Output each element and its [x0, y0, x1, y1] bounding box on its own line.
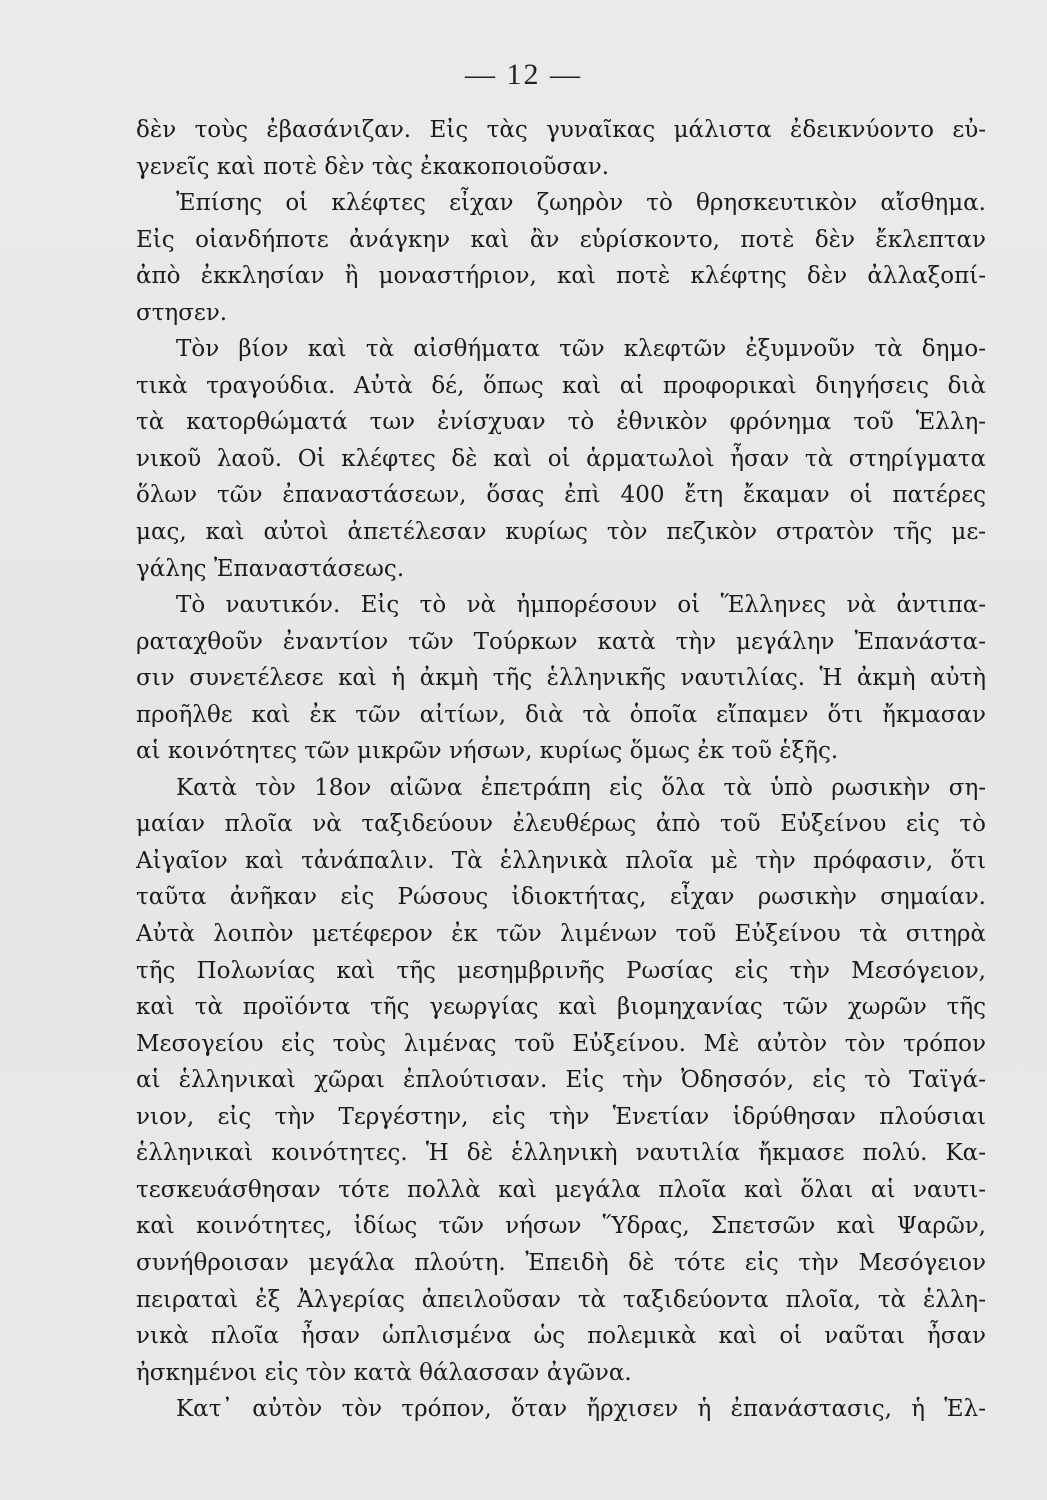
text-line: Τὸ ναυτικόν. Εἰς τὸ νὰ ἠμπορέσουν οἱ Ἕλληνες νὰ ἀντιπα-: [176, 592, 986, 619]
text-line: αἱ ἑλληνικαὶ χῶραι ἐπλούτισαν. Εἰς τὴν Ὀδησσόν, εἰς τὸ Ταϊγά-: [136, 1067, 986, 1094]
text-line: ὅλων τῶν ἐπαναστάσεων, ὅσας ἐπὶ 400 ἔτη ἔκαμαν οἱ πατέρες: [136, 482, 986, 509]
text-line: στησεν.: [136, 299, 228, 326]
text-line: νιον, εἰς τὴν Τεργέστην, εἰς τὴν Ἑνετίαν ἱδρύθησαν πλούσιαι: [136, 1103, 986, 1130]
text-line: νικὰ πλοῖα ἦσαν ὡπλισμένα ὡς πολεμικὰ καὶ οἱ ναῦται ἦσαν: [136, 1323, 986, 1350]
text-line: Αὐτὰ λοιπὸν μετέφερον ἐκ τῶν λιμένων τοῦ Εὐξείνου τὰ σιτηρὰ: [136, 921, 986, 948]
text-line: Τὸν βίον καὶ τὰ αἰσθήματα τῶν κλεφτῶν ἐξυμνοῦν τὰ δημο-: [176, 336, 986, 363]
text-line: Μεσογείου εἰς τοὺς λιμένας τοῦ Εὐξείνου. Μὲ αὐτὸν τὸν τρόπον: [136, 1030, 986, 1057]
text-line: ραταχθοῦν ἐναντίον τῶν Τούρκων κατὰ τὴν μεγάλην Ἐπανάστα-: [136, 628, 986, 655]
text-line: γενεῖς καὶ ποτὲ δὲν τὰς ἐκακοποιοῦσαν.: [136, 153, 610, 180]
text-line: μας, καὶ αὐτοὶ ἀπετέλεσαν κυρίως τὸν πεζικὸν στρατὸν τῆς με-: [136, 519, 986, 546]
text-line: Κατ᾽ αὐτὸν τὸν τρόπον, ὅταν ἤρχισεν ἡ ἐπανάστασις, ἡ Ἑλ-: [176, 1396, 986, 1423]
text-line: τὰ κατορθώματά των ἐνίσχυαν τὸ ἐθνικὸν φρόνημα τοῦ Ἑλλη-: [136, 409, 986, 436]
text-line: γάλης Ἐπαναστάσεως.: [136, 555, 405, 582]
text-line: Κατὰ τὸν 18ον αἰῶνα ἐπετράπη εἰς ὅλα τὰ ὑπὸ ρωσικὴν ση-: [176, 774, 986, 801]
text-line: Ἐπίσης οἱ κλέφτες εἶχαν ζωηρὸν τὸ θρησκευτικὸν αἴσθημα.: [176, 190, 986, 217]
text-line: πειραταὶ ἐξ Ἀλγερίας ἀπειλοῦσαν τὰ ταξιδεύοντα πλοῖα, τὰ ἑλλη-: [136, 1286, 986, 1313]
text-line: ἑλληνικαὶ κοινότητες. Ἡ δὲ ἑλληνικὴ ναυτιλία ἤκμασε πολύ. Κα-: [136, 1140, 986, 1167]
text-line: ἀπὸ ἐκκλησίαν ἢ μοναστήριον, καὶ ποτὲ κλέφτης δὲν ἀλλαξοπί-: [136, 263, 986, 290]
text-line: ἠσκημένοι εἰς τὸν κατὰ θάλασσαν ἀγῶνα.: [136, 1359, 632, 1386]
text-line: σιν συνετέλεσε καὶ ἡ ἀκμὴ τῆς ἑλληνικῆς ναυτιλίας. Ἡ ἀκμὴ αὐτὴ: [136, 665, 986, 692]
text-line: Εἰς οἱανδήποτε ἀνάγκην καὶ ἂν εὑρίσκοντο, ποτὲ δὲν ἔκλεπταν: [136, 226, 986, 253]
text-line: ταῦτα ἀνῆκαν εἰς Ρώσους ἰδιοκτήτας, εἶχαν ρωσικὴν σημαίαν.: [136, 884, 986, 911]
text-line: καὶ τὰ προϊόντα τῆς γεωργίας καὶ βιομηχανίας τῶν χωρῶν τῆς: [136, 994, 986, 1021]
text-line: Αἰγαῖον καὶ τἀνάπαλιν. Τὰ ἑλληνικὰ πλοῖα μὲ τὴν πρόφασιν, ὅτι: [136, 847, 986, 874]
text-line: αἱ κοινότητες τῶν μικρῶν νήσων, κυρίως ὅμως ἐκ τοῦ ἑξῆς.: [136, 738, 839, 765]
text-line: καὶ κοινότητες, ἰδίως τῶν νήσων Ὕδρας, Σπετσῶν καὶ Ψαρῶν,: [136, 1213, 986, 1240]
text-line: προῆλθε καὶ ἐκ τῶν αἰτίων, διὰ τὰ ὁποῖα εἴπαμεν ὅτι ἤκμασαν: [136, 701, 986, 728]
text-line: τεσκευάσθησαν τότε πολλὰ καὶ μεγάλα πλοῖα καὶ ὅλαι αἱ ναυτι-: [136, 1176, 986, 1203]
body-text: [136, 112, 986, 1428]
text-line: τικὰ τραγούδια. Αὐτὰ δέ, ὅπως καὶ αἱ προφορικαὶ διηγήσεις διὰ: [136, 372, 986, 399]
text-line: νικοῦ λαοῦ. Οἱ κλέφτες δὲ καὶ οἱ ἁρματωλοὶ ἦσαν τὰ στηρίγματα: [136, 445, 986, 472]
text-line: δὲν τοὺς ἐβασάνιζαν. Εἰς τὰς γυναῖκας μάλιστα ἐδεικνύοντο εὐ-: [136, 117, 986, 143]
page-number: — 12 —: [465, 58, 582, 91]
text-line: μαίαν πλοῖα νὰ ταξιδεύουν ἐλευθέρως ἀπὸ τοῦ Εὐξείνου εἰς τὸ: [136, 811, 986, 838]
text-line: τῆς Πολωνίας καὶ τῆς μεσημβρινῆς Ρωσίας εἰς τὴν Μεσόγειον,: [136, 957, 986, 984]
text-line: συνήθροισαν μεγάλα πλούτη. Ἐπειδὴ δὲ τότε εἰς τὴν Μεσόγειον: [136, 1249, 986, 1276]
